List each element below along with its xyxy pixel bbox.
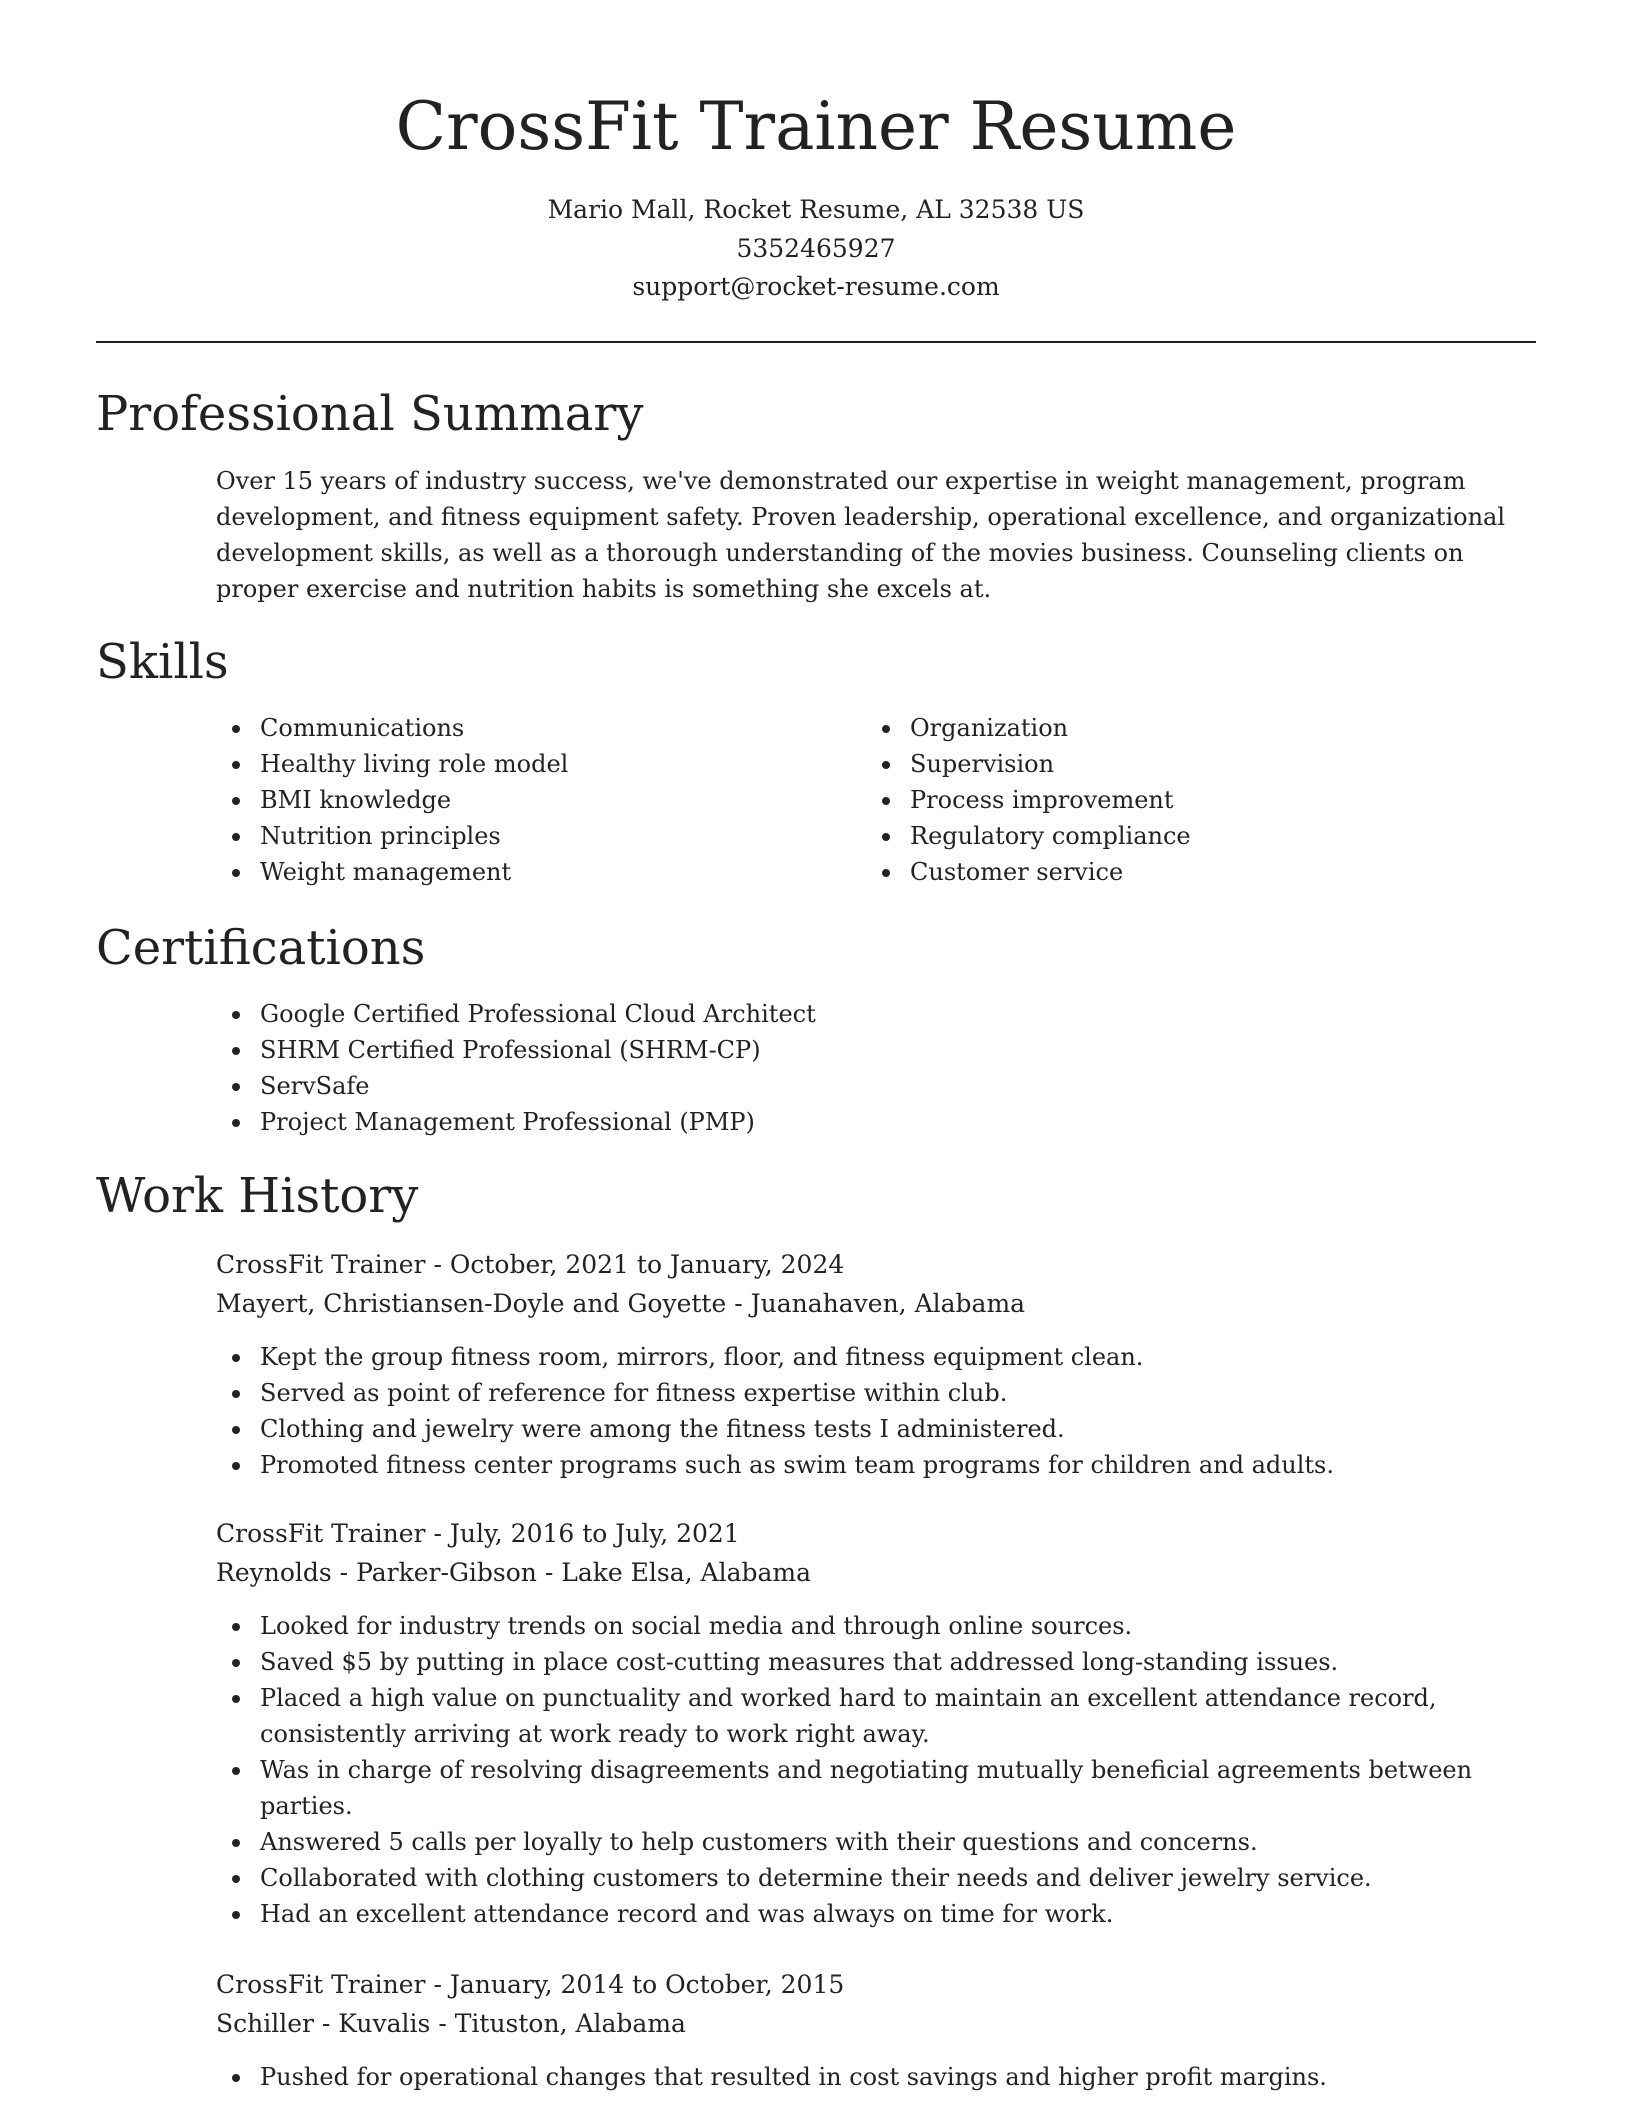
job-company-line [216, 2004, 686, 2044]
job-dates: July, 2016 to July, 2021 [449, 1519, 740, 1548]
job-location: Tituston, Alabama [454, 2009, 686, 2038]
certification-item: Project Management Professional (PMP) [216, 1104, 1516, 1140]
separator: - [536, 1558, 562, 1587]
certification-item: ServSafe [216, 1068, 1516, 1104]
summary-text: Over 15 years of industry success, we've demonstrated our expertise in weight management, program development, and fitness equipment safety. Proven leadership, operational excellence, and organizational development skills, as well as a thorough understanding of the movies business. Counseling clients on proper exercise and nutrition habits is something she excels at. [216, 467, 1506, 603]
job-bullet: Served as point of reference for fitness expertise within club. [216, 1375, 1536, 1411]
resume-title: CrossFit Trainer Resume [395, 88, 1237, 165]
certifications-heading: Certifications [96, 920, 426, 976]
job-bullet: Was in charge of resolving disagreements and negotiating mutually beneficial agreements between parties. [216, 1752, 1506, 1824]
job-company: Schiller - Kuvalis [216, 2009, 431, 2038]
job-bullet: Collaborated with clothing customers to determine their needs and deliver jewelry service. [216, 1860, 1506, 1896]
certification-item: Google Certified Professional Cloud Architect [216, 996, 1516, 1032]
job-bullets [216, 2059, 1536, 2095]
skill-item: Customer service [866, 854, 1506, 890]
job-dates: October, 2021 to January, 2024 [449, 1250, 845, 1279]
job-title-line [216, 1245, 844, 1285]
job-bullet: Kept the group fitness room, mirrors, floor, and fitness equipment clean. [216, 1339, 1536, 1375]
job-title-line [216, 1514, 740, 1554]
separator: - [425, 1519, 450, 1548]
skill-item: Communications [216, 710, 816, 746]
job-bullet: Promoted fitness center programs such as swim team programs for children and adults. [216, 1447, 1536, 1483]
job-bullets [216, 1339, 1536, 1483]
contact-email: support@rocket-resume.com [632, 272, 1000, 301]
skills-list-right [866, 710, 1506, 890]
job-bullet: Clothing and jewelry were among the fitness tests I administered. [216, 1411, 1536, 1447]
job-title: CrossFit Trainer [216, 1250, 426, 1279]
job-title: CrossFit Trainer [216, 1970, 426, 1999]
job-bullet: Saved $5 by putting in place cost-cutting measures that addressed long-standing issues. [216, 1644, 1506, 1680]
job-company-line [216, 1553, 811, 1593]
job-location: Juanahaven, Alabama [750, 1289, 1026, 1318]
skill-item: Weight management [216, 854, 816, 890]
certification-item: SHRM Certified Professional (SHRM-CP) [216, 1032, 1516, 1068]
separator: - [425, 1970, 450, 1999]
job-bullets [216, 1608, 1506, 1932]
skill-item: Healthy living role model [216, 746, 816, 782]
job-dates: January, 2014 to October, 2015 [449, 1970, 845, 1999]
job-bullet: Answered 5 calls per loyally to help customers with their questions and concerns. [216, 1824, 1506, 1860]
skill-item: Organization [866, 710, 1506, 746]
skills-heading: Skills [96, 634, 229, 690]
job-location: Lake Elsa, Alabama [561, 1558, 812, 1587]
job-bullet: Placed a high value on punctuality and worked hard to maintain an excellent attendance record, consistently arriving at work ready to work right away. [216, 1680, 1506, 1752]
skill-item: Supervision [866, 746, 1506, 782]
job-company-line [216, 1284, 1025, 1324]
separator: - [430, 2009, 455, 2038]
contact-phone: 5352465927 [736, 234, 896, 263]
job-bullet: Looked for industry trends on social media and through online sources. [216, 1608, 1506, 1644]
header-divider [96, 341, 1536, 343]
skill-item: Nutrition principles [216, 818, 816, 854]
summary-heading: Professional Summary [96, 386, 644, 442]
work-history-heading: Work History [96, 1168, 419, 1224]
separator: - [425, 1250, 450, 1279]
job-company: Mayert, Christiansen-Doyle and Goyette [216, 1289, 727, 1318]
job-bullet: Pushed for operational changes that resulted in cost savings and higher profit margins. [216, 2059, 1536, 2095]
certifications-list [216, 996, 1516, 1140]
contact-address: Mario Mall, Rocket Resume, AL 32538 US [547, 195, 1085, 224]
separator: - [726, 1289, 751, 1318]
job-title: CrossFit Trainer [216, 1519, 426, 1548]
skill-item: Process improvement [866, 782, 1506, 818]
job-bullet: Had an excellent attendance record and was always on time for work. [216, 1896, 1506, 1932]
skill-item: Regulatory compliance [866, 818, 1506, 854]
job-title-line [216, 1965, 844, 2005]
skills-list-left [216, 710, 816, 890]
job-company: Reynolds - Parker-Gibson [216, 1558, 537, 1587]
skill-item: BMI knowledge [216, 782, 816, 818]
